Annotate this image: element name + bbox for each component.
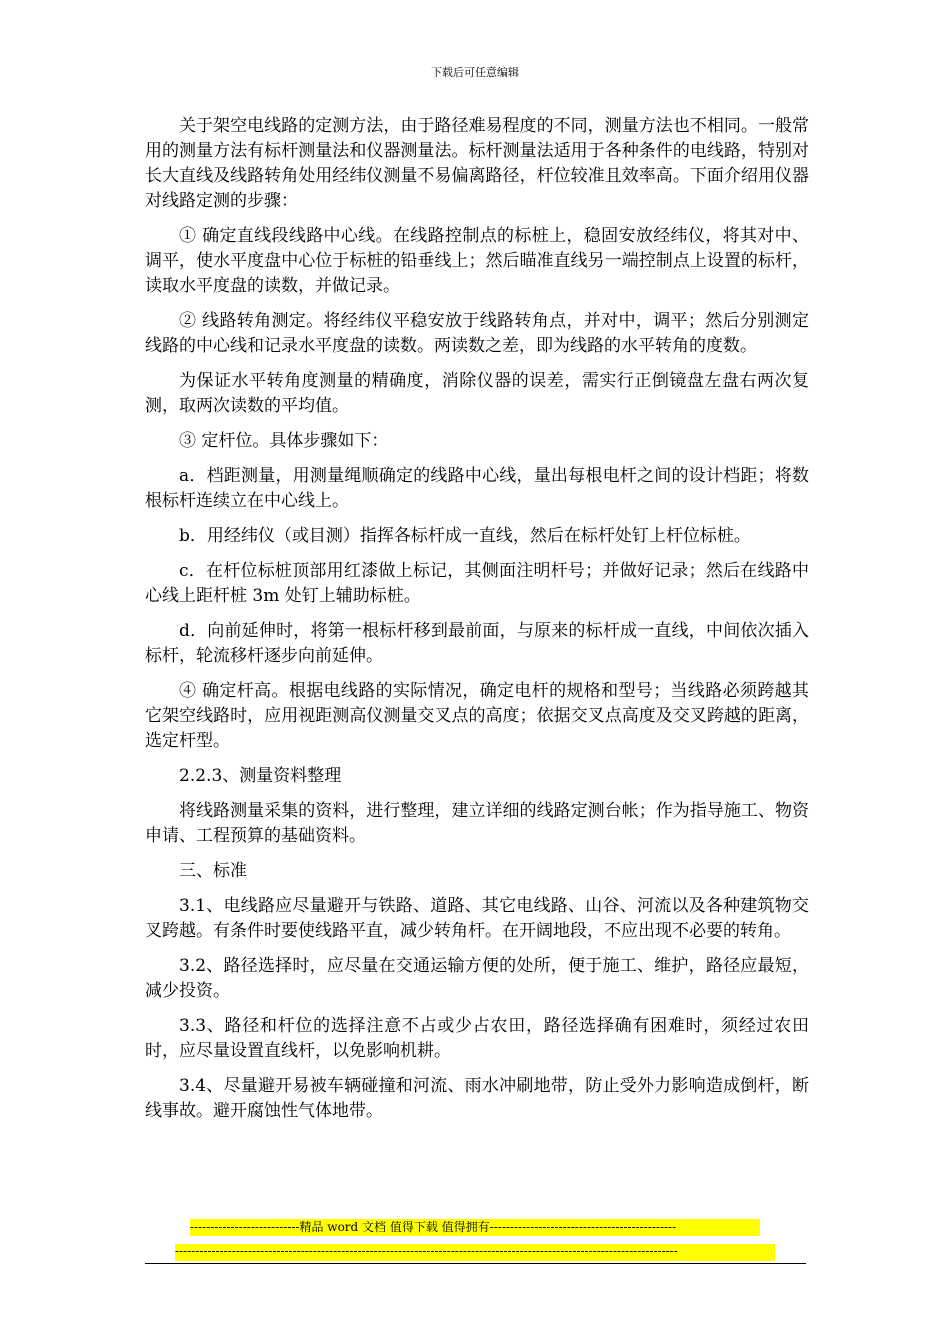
paragraph-standard-3-3: 3.3、路径和杆位的选择注意不占或少占农田，路径选择确有困难时，须经过农田时，应尽量设置直线杆，以免影响机耕。 [145,1016,809,1061]
footer-banner: ---------------------------精品 word 文档 值得下载 值得拥有---------------------------------------------- [190,1219,760,1236]
paragraph-intro: 关于架空电线路的定测方法，由于路径难易程度的不同，测量方法也不相同。一般常用的测量方法有标杆测量法和仪器测量法。标杆测量法适用于各种条件的电线路，特别对长大直线及线路转角处用经纬仪测量不易偏离路径，杆位较准且效率高。下面介绍用仪器对线路定测的步骤： [145,116,809,211]
paragraph-standard-3-2: 3.2、路径选择时，应尽量在交通运输方便的处所，便于施工、维护，路径应最短，减少投资。 [145,956,809,1001]
paragraph-step-1: ① 确定直线段线路中心线。在线路控制点的标桩上，稳固安放经纬仪，将其对中、调平，使水平度盘中心位于标桩的铅垂线上；然后瞄准直线另一端控制点上设置的标杆，读取水平度盘的读数，并做记录。 [145,226,809,296]
paragraph-standard-3-4: 3.4、尽量避开易被车辆碰撞和河流、雨水冲刷地带，防止受外力影响造成倒杆，断线事故。避开腐蚀性气体地带。 [145,1076,809,1121]
paragraph-step-4: ④ 确定杆高。根据电线路的实际情况，确定电杆的规格和型号；当线路必须跨越其它架空线路时，应用视距测高仪测量交叉点的高度；依据交叉点高度及交叉跨越的距离，选定杆型。 [145,681,809,751]
paragraph-step-3: ③ 定杆位。具体步骤如下： [179,431,389,451]
paragraph-standard-3-1: 3.1、电线路应尽量避开与铁路、道路、其它电线路、山谷、河流以及各种建筑物交叉跨越。有条件时要使线路平直，减少转角杆。在开阔地段，不应出现不必要的转角。 [145,896,809,941]
section-heading-standards: 三、标准 [179,861,247,881]
document-body [145,114,809,1134]
paragraph-step-3d: d．向前延伸时，将第一根标杆移到最前面，与原来的标杆成一直线，中间依次插入标杆，轮流移杆逐步向前延伸。 [145,621,809,666]
paragraph-step-3b: b．用经纬仪（或目测）指挥各标杆成一直线，然后在标杆处钉上杆位标桩。 [179,526,751,546]
paragraph-data-processing: 将线路测量采集的资料，进行整理，建立详细的线路定测台帐；作为指导施工、物资申请、工程预算的基础资料。 [145,801,809,846]
footer-divider [145,1263,806,1264]
page-header: 下载后可任意编辑 [431,66,519,79]
paragraph-step-3a: a．档距测量，用测量绳顺确定的线路中心线，量出每根电杆之间的设计档距；将数根标杆连续立在中心线上。 [145,466,809,511]
footer-dash-line: ---------------------------------------------------------------------------------------------------------------------------- [175,1244,775,1261]
paragraph-step-3c: c．在杆位标桩顶部用红漆做上标记，其侧面注明杆号；并做好记录；然后在线路中心线上距杆桩 3m 处钉上辅助标桩。 [145,561,809,606]
paragraph-step-2: ② 线路转角测定。将经纬仪平稳安放于线路转角点，并对中，调平；然后分别测定线路的中心线和记录水平度盘的读数。两读数之差，即为线路的水平转角的度数。 [145,311,809,356]
section-heading-2-2-3: 2.2.3、测量资料整理 [179,766,342,786]
paragraph-accuracy: 为保证水平转角度测量的精确度，消除仪器的误差，需实行正倒镜盘左盘右两次复测，取两次读数的平均值。 [145,371,809,416]
